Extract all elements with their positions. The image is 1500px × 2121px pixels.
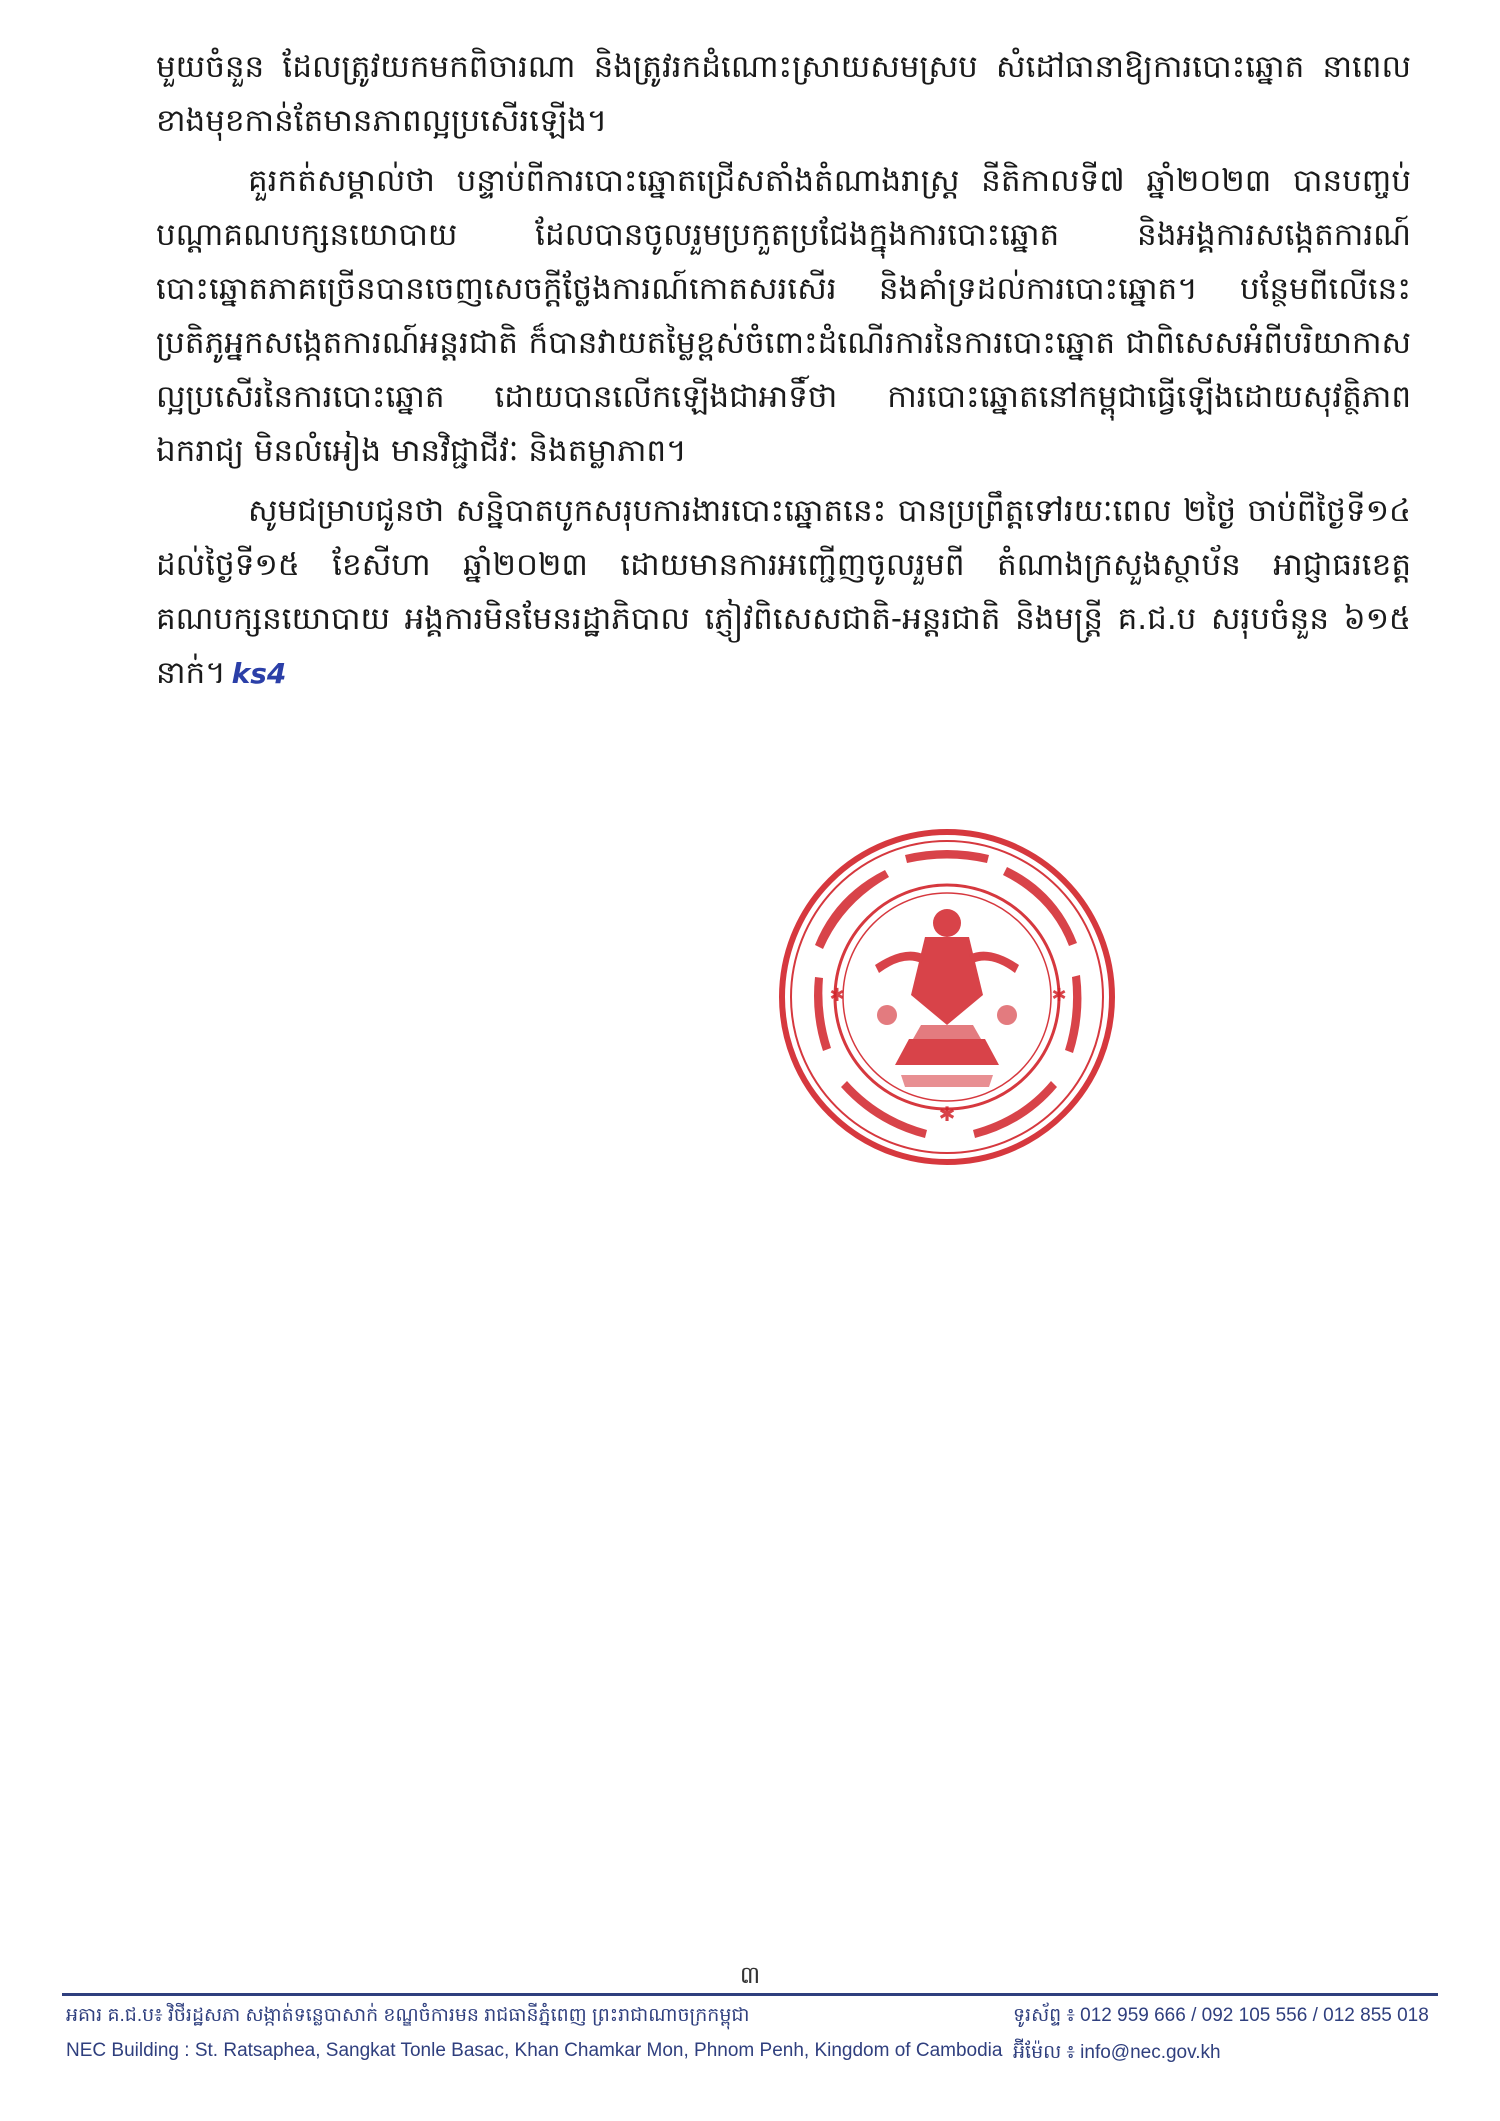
svg-text:✱: ✱ [938,1102,956,1126]
paragraph-1: មួយចំនួន ដែលត្រូវយកមកពិចារណា និងត្រូវរកដំណោះស្រាយសមស្រប សំដៅធានាឱ្យការបោះឆ្នោត នាពេលខាងមុខកាន់តែមានភាពល្អប្រសើរឡើង។ [156,49,1411,139]
paragraph-3 [156,484,1411,701]
footer-address-khmer: អគារ គ.ជ.ប៖ វិថីរដ្ឋសភា សង្កាត់ទន្លេបាសាក់ ខណ្ឌចំការមន រាជធានីភ្នំពេញ ព្រះរាជាណាចក្រកម្ពុជា [66,2005,750,2026]
svg-text:✱: ✱ [1051,985,1067,1006]
footer-phone: ទូរស័ព្ទ ៖ 012 959 666 / 092 105 556 / 012 855 018 [1013,2005,1429,2026]
svg-text:✱: ✱ [829,985,845,1006]
initials-signature: ks4 [231,657,287,690]
document-body [156,40,1411,707]
footer-divider [62,1993,1438,1996]
paragraph-2: គួរកត់សម្គាល់ថា បន្ទាប់ពីការបោះឆ្នោតជ្រើសតាំងតំណាងរាស្ត្រ នីតិកាលទី៧ ឆ្នាំ២០២៣ បានបញ្ចប់ បណ្ដាគណបក្សនយោបាយ ដែលបានចូលរួមប្រកួតប្រជែងក្នុងការបោះឆ្នោត និងអង្គការសង្កេតការណ៍បោះឆ្នោតភាគច្រើនបានចេញសេចក្ដីថ្លែងការណ៍កោតសរសើរ និងគាំទ្រដល់ការបោះឆ្នោត។ បន្ថែមពីលើនេះ ប្រតិភូអ្នកសង្កេតការណ៍អន្តរជាតិ ក៏បានវាយតម្លៃខ្ពស់ចំពោះដំណើរការនៃការបោះឆ្នោត ជាពិសេសអំពីបរិយាកាសល្អប្រសើរនៃការបោះឆ្នោត ដោយបានលើកឡើងជាអាទិ៍ថា ការបោះឆ្នោតនៅកម្ពុជាធ្វើឡើងដោយសុវត្ថិភាព ឯករាជ្យ មិនលំអៀង មានវិជ្ជាជីវៈ និងតម្លាភាព។ [156,163,1411,469]
footer-address-english: NEC Building : St. Ratsaphea, Sangkat Tonle Basac, Khan Chamkar Mon, Phnom Penh, Kingdom of Cambodia [66,2040,1003,2061]
official-seal-stamp [775,825,1120,1170]
paragraph-3-text: សូមជម្រាបជូនថា សន្និបាតបូកសរុបការងារបោះឆ្នោតនេះ បានប្រព្រឹត្តទៅរយៈពេល ២ថ្ងៃ ចាប់ពីថ្ងៃទី១៤ ដល់ថ្ងៃទី១៥ ខែសីហា ឆ្នាំ២០២៣ ដោយមានការអញ្ជើញចូលរួមពី តំណាងក្រសួងស្ថាប័ន អាជ្ញាធរខេត្ត គណបក្សនយោបាយ អង្គការមិនមែនរដ្ឋាភិបាល ភ្ញៀវពិសេសជាតិ-អន្តរជាតិ និងមន្ត្រី គ.ជ.ប សរុបចំនួន ៦១៥ នាក់។ [156,493,1411,691]
page-number: ៣ [739,1961,761,1989]
footer-email: អ៊ីម៉ែល ៖ info@nec.gov.kh [1013,2042,1221,2063]
